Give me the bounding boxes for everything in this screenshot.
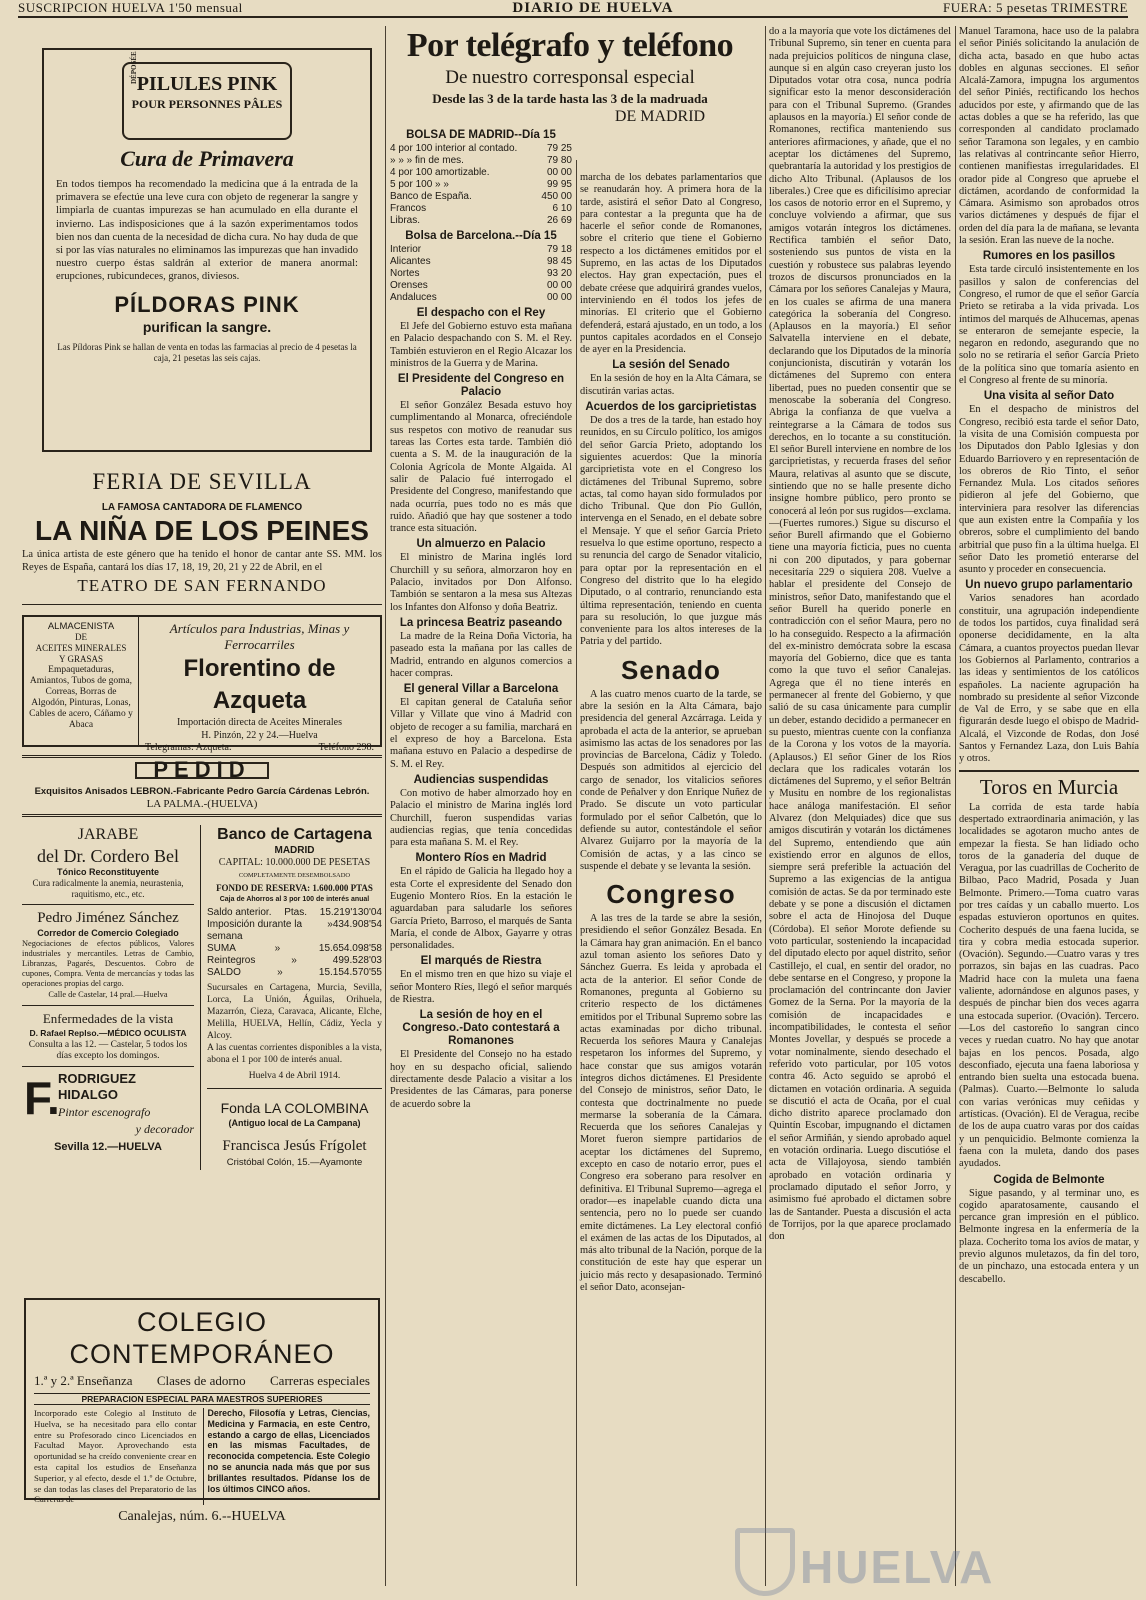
azqueta-import: Importación directa de Aceites Minerales xyxy=(177,717,342,729)
telegrafo-sub2: Desde las 3 de la tarde hasta las 3 de la madruada xyxy=(432,91,708,106)
feria-artist-name: LA NIÑA DE LOS PEINES xyxy=(35,515,369,547)
bolsa-madrid-label: 5 por 100 » » xyxy=(390,179,449,190)
colegio-left: Incorporado este Colegio al Instituto de Huelva, se ha necesitado para ello contar entre su Profesorado cinco Licenciados en Facultad Mayor. Aprovechando esta oportunidad se ha creído conveniente crear en esta capital los estudios de Enseñanza Superior, y al efecto, desde el 1.º de Octubre, se dan todas las clases del Preparatorio de las Carreras de xyxy=(34,1408,197,1505)
bolsa-madrid-heading: BOLSA DE MADRID--Día 15 xyxy=(406,129,556,141)
vista-doctor: D. Rafael Replso.—MÉDICO OCULISTA xyxy=(29,1028,187,1039)
news-section-heading: Una visita al señor Dato xyxy=(983,390,1115,403)
feria-venue: TEATRO DE SAN FERNANDO xyxy=(77,576,327,596)
colegio-body xyxy=(34,1408,370,1505)
feria-ad xyxy=(22,462,382,605)
bolsa-barcelona-label: Andaluces xyxy=(390,292,437,303)
banco-row xyxy=(207,955,382,967)
pedro-address: Calle de Castelar, 14 pral.—Huelva xyxy=(48,990,168,1000)
azqueta-address: H. Pinzón, 22 y 24.—Huelva xyxy=(201,729,318,741)
bolsa-madrid-label: 4 por 100 amortizable. xyxy=(390,167,490,178)
bolsa-madrid-value: 26 69 xyxy=(546,215,572,226)
bolsa-barcelona-row xyxy=(390,244,572,256)
news-section-heading: El despacho con el Rey xyxy=(416,307,546,319)
news-section-heading: Audiencias suspendidas xyxy=(413,773,549,786)
azqueta-ad xyxy=(22,615,382,753)
masthead xyxy=(18,0,1128,18)
news-section-text: El ministro de Marina inglés lord Churchill y su señora, almorzaron hoy en Palacio, invitados por Don Alfonso. Tambión se sentaron a la mesa sus Altezas los Infantes don Alfonso y doña Beatriz. xyxy=(390,552,572,613)
banco-row xyxy=(207,943,382,955)
cogida-heading: Cogida de Belmonte xyxy=(993,1173,1105,1186)
archive-watermark: HUELVA xyxy=(800,1541,995,1593)
bolsa-madrid-label: Libras. xyxy=(390,215,421,226)
newspaper-title: DIARIO DE HUELVA xyxy=(512,0,674,16)
azqueta-telegrams: Telegramas: Azqueta. xyxy=(145,741,232,753)
pedid-ad xyxy=(22,755,382,817)
news-section-text: La madre de la Reina Doña Victoria, ha paseado esta la mañana por las calles de Madrid, entrando en algunos comercios a hacer compras. xyxy=(390,630,572,679)
pedid-line2: LA PALMA.-(HUELVA) xyxy=(146,797,258,810)
rodriguez-line1: Pintor escenografo xyxy=(58,1104,151,1119)
rodriguez-line2: y decorador xyxy=(135,1121,194,1136)
pink-ad-title: Cura de Primavera xyxy=(120,146,294,171)
bolsa-barcelona-value: 93 20 xyxy=(546,268,572,279)
fonda-ad xyxy=(207,1089,382,1170)
banco-label: SUMA xyxy=(207,942,236,954)
news-section-text: En el despacho de ministros del Congreso, recibió esta tarde el señor Dato, la visita de una Comisión compuesta por los Diputados don Pablo Iglesias y don Eduardo Barriovero y en representación de los obreros de Rio Tinto, el señor Fernandez Mula. Los citados señores pidieron al jefe del Gobierno, que interviniera para resolver las diferencias que aun existen entre la Compañía y los obreros, sobre el cumplimiento del bando arbitrial que puso fin a la última huelga. El señor Dato les prometió enterarse del asunto y proceder en consecuencia. xyxy=(959,404,1139,576)
rodriguez-name: RODRIGUEZ HIDALGO xyxy=(58,1070,136,1102)
telegrafo-city: DE MADRID xyxy=(614,108,706,125)
vista-ad xyxy=(22,1006,194,1066)
pink-pills-ad xyxy=(42,48,372,452)
banco-capital: CAPITAL: 10.000.000 DE PESETAS xyxy=(218,857,371,869)
vista-title: Enfermedades de la vista xyxy=(42,1011,174,1027)
bolsa-madrid-value: 99 95 xyxy=(546,179,572,190)
jarabe-sub: Tónico Reconstituyente xyxy=(56,867,159,878)
news-section-text: Varios senadores han acordado constituir, una agrupación independiente de todos los partidos, cuya finalidad será oponerse decididamente, en la alta Cámara, a cuantos proyectos puedan llevar los Gobiernos al Parlamento, contrarios a las ideas y sentimientos de los católicos españoles. La naciente agrupación ha nombrado su presidente al señor Vizconde de Val de Erro, y se sabe que en ella figurarán desde luego el obispo de Madrid-Alcalá, el Vizconde de Rodas, don José Santos y Fernandez Laza, don Luis Bahía y otros. xyxy=(959,593,1139,765)
banco-value: 434.908'54 xyxy=(332,918,382,930)
azqueta-right xyxy=(139,617,380,753)
news-section-heading: La sesión de hoy en el Congreso.-Dato contestará a Romanones xyxy=(402,1009,560,1048)
rodriguez-address: Sevilla 12.—HUELVA xyxy=(54,1140,162,1153)
c2-sections xyxy=(390,307,572,1111)
pink-ad-brand: PÍLDORAS PINK xyxy=(114,291,300,317)
bolsa-barcelona-row xyxy=(390,292,572,304)
banco-label: SALDO xyxy=(207,966,241,978)
senado-text: A las cuatro menos cuarto de la tarde, se abre la sesión en la Alta Cámara, bajo presidencia del general Azcárraga. Leida y aprobada el acta de la anterior, se aprueban asimismo las actas de los senadores por las provincias de Barcelona, Cádiz y Toledo. Después son admitidos al ejercicio del cargo de senador, los vitalicios señores conde de Peñalver y don Enrique Nuñez de Prado. Se discute un voto particular formulado por el señor Calbetón, que lo defiende su autor, contestándole el señor Alvarez Guijarro por la mayoría de la Comisión de actas, y a las cinco se suspende el debate y se levanta la sesión. xyxy=(580,688,762,872)
bolsa-barcelona-label: Interior xyxy=(390,244,422,255)
jarabe-ad xyxy=(22,825,194,905)
banco-value: 499.528'03 xyxy=(332,954,382,966)
bolsa-barcelona-value: 00 00 xyxy=(546,292,572,303)
banco-symbol: » xyxy=(277,966,283,978)
congreso-text: A las tres de la tarde se abre la sesión, presidiendo el señor González Besada. En la Cámara hay gran animación. En el banco azul toman asiento los señores Dato y Sánchez Guerra. Es leida y aprobada el acta de la anterior. El señor Conde de Romanones, pregunta al Gobierno su criterio respecto de los dictámenes emitidos por el Tribunal Supremo sobre las actas examinadas por dicho tribunal. Recuerda los señores Maura y Canalejas respetaron los informes del Supremo, y hace constar que sus amigos votarán íntegros dichos dictámenes. El Presidente del Consejo de ministros, señor Dato, le contesta que doctrinalmente no puede mermarse la soberanía de la Cámara. Recuerda que los señores Canalejas y Moret fueron siempre partidarios de aceptar los dictámenes del Supremo, excepto en caso de notario error, pues el Congreso era soberano para resolver en definitiva. El Tribunal Supremo—agrega el orador—es inapelable cuando dicta una sentencia, pero no lo puede ser cuando emite dictámenes. La Ley electoral confió el exámen de las actas de los Diputados, al más alto tribunal de la Nación, porque de la constitución de este hay que esperar un juicio más recto y desapasionado. Terminó el señor Dato, aconsejan- xyxy=(580,913,762,1294)
news-column-5 xyxy=(959,26,1139,1598)
pedro-body: Negociaciones de efectos públicos, Valores industriales y mercantiles. Letras de Cambio, Libranzas, Pagarés, Descuentos. Cobro de cupones, Compra. Venta de mercancías y todas las operaciones propias del cargo. xyxy=(22,939,194,989)
column-rule-1 xyxy=(385,26,386,1586)
jarabe-body: Cura radicalmente la anemia, neurastenia, raquitismo, etc., etc. xyxy=(32,878,184,900)
pink-ad-footer: Las Píldoras Pink se hallan de venta en todas las farmacias al precio de 4 pesetas la caja, 21 pesetas las seis cajas. xyxy=(57,341,357,363)
bolsa-barcelona-row xyxy=(390,268,572,280)
news-section-text: El señor González Besada estuvo hoy cumplimentando al Monarca, ofreciéndole sus respetos con motivo de reanudar sus tareas las Cortes esta tarde. También dió cuenta a S. M. de la inauguración de la Colonia Agrícola de Monte Algaida. Al salir de Palacio fué interrogado el Presidente del Congreso, manifestando que nada ocurría, pues todo no es más que ruido. Añadió que hay que sostener a todo trance esta situación. xyxy=(390,400,572,535)
pedro-sub: Corredor de Comercio Colegiado xyxy=(37,928,179,939)
azqueta-de: DE xyxy=(75,632,87,643)
pink-ad-body: En todos tiempos ha recomendado la medicina que á la entrada de la primavera se efectúe una leve cura con objeto de regenerar la sangre y limpiarla de cuantas impurezas se han acumulado en ella durante el invierno. Las indisposiciones que á la sazón experimentamos todos bien nos dan cuenta de la necesidad de dicha cura. No hay duda de que si por las vías naturales no eliminamos las impurezas que han invadido nuestro cuerpo éstas saldrán al exterior de manera anormal: erupciones, rubicundeces, granos, diviesos. xyxy=(56,179,358,283)
news-section-text: El Presidente del Consejo no ha estado hoy en su despacho oficial, saliendo directamente desde Palacio a visitar a los Presidentes de las Cámaras, para ponerse de acuerdo sobre la xyxy=(390,1049,572,1110)
bolsa-madrid-label: Francos xyxy=(390,203,427,214)
news-section-heading: El general Villar a Barcelona xyxy=(403,683,559,696)
banco-row xyxy=(207,907,382,919)
feria-body: La única artista de este género que ha tenido el honor de cantar ante SS. MM. los Reyes de España, cantará los días 17, 18, 19, 20, 21 y 22 de Abril, en el xyxy=(22,549,382,574)
bolsa-barcelona-label: Alicantes xyxy=(390,256,431,267)
colegio-prep: PREPARACION ESPECIAL PARA MAESTROS SUPERIORES xyxy=(34,1393,370,1405)
c3-sections xyxy=(580,359,762,648)
rodriguez-ad xyxy=(22,1067,194,1161)
pink-logo-line2: POUR PERSONNES PÂLES xyxy=(131,97,283,111)
c4-text: do a la mayoría que vote los dictámenes del Tribunal Supremo, sin tener en cuenta para nada prejuicios políticos de ninguna clase, aunque si en algún caso creyeran justo los Diputados votar otra cosa, nunca podría significar esto la menor desconsideración para con el Tribunal Supremo. (Grandes aplausos en la mayoría.) El señor conde de Romanones, rectifica manteniendo sus anteriores afirmaciones, y añade, que el no aceptar los dictámenes del Supremo, quebrantaría la autoridad y los prestigios de dicho Alto Tribunal. (Aplausos de los liberales.) Cree que es dificilísimo apreciar los casos de notorio error en el Supremo, y concluye volviendo a afirmar, que sus amigos votarán íntegros los dictámenes. Rectifica también el señor Dato, sosteniendo sus puntos de vista en la cuestión y robustece sus palabras leyendo trozos de discursos pronunciados en la Cámara por los señores Canalejas y Maura, en los cuales se afirma de una manera categórica la soberanía del Congreso. (Aplausos en la mayoría.) El señor Salvatella interviene en el debate, declarando que los Diputados de la minoría conjuncionista, discutirán y votarán los dictámenes del Supremo con entera libertad, pues no pueden consentir que se menoscabe la soberanía del Congreso. Abriga la confianza de que vuelva a reintegrarse a la Cámara de todos sus derechos, en lo tocante a su constitución. El señor Burell interviene en nombre de los garciprietistas, y recuerda frases del señor Maura, relativas al asunto que se discute, sintiendo que no se halle presente dicho insigne hombre público, pero pronto se conocerá al león por sus rugidos—exclama.—(Fuertes rumores.) Sigue su discurso el señor Burell afirmando que el Gobierno tiene una mayoría ficticia, pues no cuenta ni con 200 diputados, y para gobernar necesitaría 229 o siquiera 208. Vuelve a hablar el presidente del Consejo de ministros, señor Dato, manifestando que el señor Burell ha querido ponerle en contradicción con el señor Maura, pero no lo ha conseguido. Respecto a la afirmación del ex-ministro demócrata sobre la escasa mayoría del Gobierno, dice que es tanta como la que tuvo el señor Canalejas. Agrega que él no tiene interés en permanecer al frente del Gobierno, y que salió de su casa únicamente para cumplir un deber, estando decidido a permanecer en su puesto, mientras cuente con la confianza de la Corona y los votos de la mayoría. (Aplausos.) El señor Giner de los Ríos declara que los radicales votarán los dictámenes del Supremo, y el señor Beltrán y Musitu en nombre de los regionalistas hace análoga manifestación. El señor Alvarez (don Melquiades) dice que sus amigos discutirán y votarán los dictámenes del Supremo, entendiendo que aún existiendo error en algunos de ellos, siempre será preferible la actuación del Supremo a las exigencias de la antigua comisión de actas. Se da por terminado este debate y se pone a discusión el dictamen sobre el acta de Hinojosa del Duque (Córdoba). El señor Morote defiende su voto particular, sosteniendo la incapacidad del diputado electo por aquel distrito, señor Castillejo, el cual, en sentir del orador, no debe sentarse en el Congreso, y propone la proclamación del contrincante don Javier Gomez de la Serna. Por la mayoría de la comisión de incapacidades e incompatibilidades, le contesta el señor Montes Jovellar, y después se procede a votar nominalmente, siendo desechado el referido voto particular, por 105 votos contra 46. Acto seguido se aprobó el dictamen en votación ordinaria. A seguida se discutió el acta de Ocaña, por el cual dicho distrito aparece proclamado don Quintín Escobar, impugnando el dictamen el señor Armiñán, y siendo aprobado aquel en votación ordinaria. Luego discutióse el acta de Villajoyosa, siendo también aprobado en votación ordinaria y proclamado diputado el señor Jorro, y asimismo fué aprobado el dictamen sobre las de Santander. Puesta a discusión el acta de Torrijos, por la que aparece proclamado don xyxy=(769,26,951,1243)
azqueta-almacenista: ALMACENISTA xyxy=(47,621,115,633)
news-section-text: El Jefe del Gobierno estuvo esta mañana en Palacio despachando con S. M. el Rey. También estuvieron en el Regio Alcazar los ministros de la Guerra y de Marina. xyxy=(390,321,572,369)
azqueta-name: Florentino de Azqueta xyxy=(183,655,336,715)
pedro-name: Pedro Jiménez Sánchez xyxy=(37,910,179,927)
banco-symbol: » xyxy=(327,918,333,930)
banco-value: 15.654.098'58 xyxy=(318,942,382,954)
banco-note: A las cuentas corrientes disponibles a la vista, abona el 1 por 100 de interés anual. xyxy=(207,1042,382,1065)
news-section-text: Esta tarde circuló insistentemente en los pasillos y salon de conferencias del Congreso, el rumor de que el señor García Prieto se retiraba a la vida privada. Los íntimos del marqués de Alhucemas, apenas se enteraron de semejante especie, la negaron en redondo, asegurando que no solo no se retiraría el señor García Prieto de la política sino que tomaría asiento en el Congreso al frente de su minoría. xyxy=(959,264,1139,387)
news-section-heading: La princesa Beatriz paseando xyxy=(399,616,563,629)
c5-text: Manuel Taramona, hace uso de la palabra el señor Piniés solicitando la anulación de dicha acta, basado en que hubo actas dobles en algunas secciones. El señor Alcalá-Zamora, impugna los argumentos del señor Piniés, rectificando los hechos aducidos por este, y afirmando que de las actas dobles a que se ha referido, las que corresponden al candidato proclamado señor Taramona son legales, y en cambio las relativas al contrincante señor Hierro, contienen manifiestas irregularidades. El orador pide al Congreso que apruebe el dictámen, acordando de conformidad la Cámara. Asimismo son aprobados otros varios dictámenes y después de fijar el orden del día para la de mañana, se levanta la sesión. Eran las nueve de la noche. xyxy=(959,26,1139,247)
senado-title: Senado xyxy=(621,654,721,685)
bolsa-madrid-row xyxy=(390,191,572,203)
bolsa-madrid-row xyxy=(390,215,572,227)
azqueta-grasas: Y GRASAS xyxy=(59,654,103,665)
news-section-heading: Un nuevo grupo parlamentario xyxy=(965,579,1133,592)
news-section-heading: Rumores en los pasillos xyxy=(982,250,1116,263)
cogida-text: Sigue pasando, y al terminar uno, es cogido aparatosamente, causando el percance gran impresión en el público. Belmonte ingresa en la enfermería de la plaza. Cocherito toma los avíos de matar, y previo algunos muletazos, da fin del toro, de un pinchazo, una estocada entera y un descabello. xyxy=(959,1187,1139,1285)
colegio-option-ensenanza: 1.ª y 2.ª Enseñanza xyxy=(34,1373,133,1388)
azqueta-products: Empaquetaduras, Amiantos, Tubos de goma, Correas, Borras de Algodón, Pinturas, Lonas, Cables de acero, Cáñamo y Abaca xyxy=(29,665,133,731)
banco-date: Huelva 4 de Abril 1914. xyxy=(248,1070,341,1081)
news-section-text: El capitan general de Cataluña señor Villar y Villate que vino á Madrid con objeto de recoger a su familia, marchará en el expreso de hoy a Barcelona. Esta mañana estuvo en Palacio a despedirse de S. M. el Rey. xyxy=(390,697,572,770)
banco-label: Imposición durante la semana xyxy=(207,918,303,942)
ads-grid-right xyxy=(200,825,382,1169)
news-section-heading: El marqués de Riestra xyxy=(420,955,542,968)
bolsa-madrid-value: 6 10 xyxy=(552,203,572,214)
banco-label: Reintegros xyxy=(207,954,256,966)
pedid-line1: Exquisitos Anisados LEBRON.-Fabricante Pedro García Cárdenas Lebrón. xyxy=(34,785,370,797)
banco-symbol: » xyxy=(291,954,297,966)
news-section-text: En el rápido de Galicia ha llegado hoy a esta Corte el expresidente del Senado don Eugenio Montero Ríos. En la estación le aguardaban para saludarle los señores García Prieto, Barroso, el marqués de Santa María, el conde de Albox, Gayarre y otras personalidades. xyxy=(390,866,572,952)
news-section-heading: La sesión del Senado xyxy=(612,359,730,372)
colegio-address: Canalejas, núm. 6.--HUELVA xyxy=(118,1509,286,1525)
bolsa-barcelona-value: 79 18 xyxy=(546,244,572,255)
banco-city: MADRID xyxy=(274,845,315,857)
fonda-sub: (Antiguo local de La Campana) xyxy=(228,1117,361,1128)
news-section-heading: Acuerdos de los garciprietistas xyxy=(585,401,757,414)
news-section-heading: El Presidente del Congreso en Palacio xyxy=(397,373,565,399)
news-section-text: Con motivo de haber almorzado hoy en Palacio el ministro de Marina inglés lord Churchill, fueron suspendidas varias audiencias regias, que tenía concedidas para esta mañana S. M. el Rey. xyxy=(390,787,572,849)
bolsa-madrid-row xyxy=(390,203,572,215)
c3-lead: marcha de los debates parlamentarios que se reanudarán hoy. A primera hora de la tarde, asistirá el señor Dato al Congreso, para contestar a la pregunta que ha de hacerle el señor conde de Romanones, sobre el criterio que tiene el Gobierno respecto a los dictámenes emitidos por el Supremo, en las actas de los Diputados electos. Hay gran expectación, pues el debate créese que adquirirá grandes vuelos, interviniendo en él todos los jefes de minorías. El criterio que el Gobierno defenderá, estará ajustado, en un todo, a los puntos capitales acordados en el Consejo de ayer en la Presidencia. xyxy=(580,172,762,356)
fonda-address: Cristóbal Colón, 15.—Ayamonte xyxy=(226,1157,363,1169)
banco-value: 15.219'130'04 xyxy=(319,906,382,918)
toros-title: Toros en Murcia xyxy=(959,770,1139,802)
colegio-right: Derecho, Filosofía y Letras, Ciencias, Medicina y Farmacia, en este Centro, estando a cargo de ellas, Licenciados en las mismas Facultades, de reconocida competencia. Este Colegio no se anuncia nada más que por sus brillantes resultados. Pídanse los de los últimos CINCO años. xyxy=(203,1408,371,1505)
banco-row xyxy=(207,967,382,979)
fonda-owner: Francisca Jesús Frígolet xyxy=(222,1138,367,1155)
bolsa-barcelona-heading: Bolsa de Barcelona.--Día 15 xyxy=(405,230,557,242)
column-rule-3 xyxy=(765,26,766,1586)
bolsa-madrid-value: 450 00 xyxy=(541,191,572,202)
bolsa-barcelona-value: 00 00 xyxy=(546,280,572,291)
telegrafo-sub: De nuestro corresponsal especial xyxy=(445,67,695,88)
colegio-ad xyxy=(24,1298,380,1525)
azqueta-articles: Artículos para Industrias, Minas y Ferrocarriles xyxy=(169,621,350,653)
bolsa-barcelona-row xyxy=(390,280,572,292)
colegio-option-adorno: Clases de adorno xyxy=(156,1373,246,1388)
azqueta-phone: Teléfono 298. xyxy=(318,741,374,753)
subscription-huelva: SUSCRIPCION HUELVA 1'50 mensual xyxy=(18,0,243,15)
bolsa-barcelona-row xyxy=(390,256,572,268)
banco-value: 15.154.570'55 xyxy=(318,966,382,978)
news-section-text: En el mismo tren en que hizo su viaje el señor Montero Ríes, llegó el señor marqués de Riestra. xyxy=(390,969,572,1006)
news-section-text: En la sesión de hoy en la Alta Cámara, se discutirán varias actas. xyxy=(580,373,762,397)
subscription-outside: FUERA: 5 pesetas TRIMESTRE xyxy=(942,0,1128,15)
telegrafo-title: Por telégrafo y teléfono xyxy=(406,27,734,64)
news-section-heading: Un almuerzo en Palacio xyxy=(416,538,546,551)
colegio-options xyxy=(34,1372,370,1390)
feria-title: FERIA DE SEVILLA xyxy=(92,469,312,494)
jarabe-title: JARABE xyxy=(77,826,139,844)
c5-sections xyxy=(959,250,1139,765)
bolsa-madrid-row xyxy=(390,179,572,191)
feria-kicker: LA FAMOSA CANTADORA DE FLAMENCO xyxy=(101,502,303,513)
banco-title: Banco de Cartagena xyxy=(217,826,372,844)
column-rule-2 xyxy=(576,160,577,1586)
bolsa-barcelona-value: 98 45 xyxy=(546,256,572,267)
bolsa-barcelona-label: Orenses xyxy=(390,280,428,291)
banco-symbol: Ptas. xyxy=(284,906,308,918)
banco-row xyxy=(207,919,382,943)
banco-desem: COMPLETAMENTE DESEMBOLSADO xyxy=(238,871,351,879)
bolsa-madrid-value: 79 25 xyxy=(546,143,572,154)
fonda-title: Fonda LA COLOMBINA xyxy=(220,1099,369,1116)
bolsa-madrid-label: 4 por 100 interior al contado. xyxy=(390,143,518,154)
bolsa-madrid-value: 00 00 xyxy=(546,167,572,178)
banco-symbol: » xyxy=(274,942,281,954)
azqueta-aceites: ACEITES MINERALES xyxy=(35,643,127,654)
bolsa-madrid-table xyxy=(390,143,572,227)
news-column-3 xyxy=(580,172,762,1598)
pink-logo-small: DÉPOSÉE xyxy=(130,51,138,84)
colegio-option-carreras: Carreras especiales xyxy=(270,1373,370,1388)
banco-rows xyxy=(207,907,382,979)
azqueta-left xyxy=(24,617,139,745)
bolsa-barcelona-label: Nortes xyxy=(390,268,420,279)
banco-sucursales: Sucursales en Cartagena, Murcia, Sevilla, Lorca, La Unión, Águilas, Orihuela, Mazarrón, Cieza, Caravaca, Alicante, Elche, Melilla, HUELVA, Hellín, Cádiz, Yecla y Alcoy. xyxy=(207,982,382,1041)
banco-caja: Caja de Ahorros al 3 por 100 de interés anual xyxy=(219,896,370,904)
pink-logo-line1: PILULES PINK xyxy=(136,73,278,95)
news-column-4 xyxy=(769,26,951,1598)
vista-body: Consulta a las 12. — Castelar, 5 todos los días excepto los domingos. xyxy=(28,1039,188,1061)
pedid-title: PEDID xyxy=(135,762,268,778)
bolsa-madrid-row xyxy=(390,167,572,179)
bolsa-madrid-row xyxy=(390,155,572,167)
ads-grid-left xyxy=(22,825,194,1169)
bolsa-madrid-label: Banco de España. xyxy=(390,191,472,202)
pink-pills-logo xyxy=(122,51,292,140)
news-section-heading: Montero Ríos en Madrid xyxy=(415,852,547,865)
news-section-text: De dos a tres de la tarde, han estado hoy reunidos, en su Círculo político, los amigos del señor García Prieto, adoptando los siguientes acuerdos: Que la minoría garciprietista vote en el Congreso los dictámenes del Tribunal Supremo, sobre actas, tal como hayan sido formulados por dicho Tribunal. Que don Pío Gullón, intervenga en el Senado, en el debate sobre el Mensaje. Y que el señor García Prieto resuelva lo que estime oportuno, respecto a su renuncia del cargo de Senador vitalicio, para optar por la representación en el Congreso del distrito que lo ha elegido Diputado, o al contrario, renunciando esta última representación, teniendo en cuenta para su resolución, lo que juzgue más conveniente para los altos intereses de la Patria y del partido. xyxy=(580,415,762,648)
jarabe-doctor: del Dr. Cordero Bel xyxy=(37,846,179,867)
banco-ad xyxy=(207,825,382,1089)
banco-label: Saldo anterior. xyxy=(207,906,272,918)
rodriguez-letter: F. xyxy=(24,1071,60,1124)
colegio-title: COLEGIO CONTEMPORÁNEO xyxy=(69,1307,335,1369)
bolsa-madrid-row xyxy=(390,143,572,155)
banco-fondo: FONDO DE RESERVA: 1.600.000 PTAS xyxy=(216,883,373,894)
toros-text: La corrida de esta tarde había despertado extraordinaria animación, y las localidades se agotaron mucho antes de empezar la fiesta. Se han lidiado ocho toros de la ganadería del duque de Veragua, por las cuadrillas de Cocherito de Bilbao, Paco Madrid, Posada y Juan Belmonte. Primero.—Toma cuatro varas por tres caídas y un caballo muerto. Los espadas estuvieron oportunos en quites. Cocherito después de una faena lucida, se tira y cobra media estocada superior. (Ovación). Segundo.—Cuatro varas y tres porrazos, sin bajas en las cuadras. Paco Madrid hace con la muleta una faena valiente, adornándose en algunos pases, y después de pinchar bien dos veces agarra una estocada superior. (Ovación). Tercero.—Los del castoreño lo sangran cinco veces y ruedan cuatro. No hay que anotar bajas en los pencos. Posada, algo desconfiado, ejecuta una faena laboriosa y entrando bien suelta una estocada buena. (Palmas). Cuarto.—Belmonte lo saluda con varias verónicas muy ceñidas y artísticas. (Ovación). El de Veragua, recibe de los de aupa cuatro varas por dos caídas y un penquicidio. Belmonte comienza la faena con la muleta, dando dos pases ayudados. xyxy=(959,801,1139,1170)
pedro-ad xyxy=(22,905,194,1006)
azqueta-contact xyxy=(145,742,374,754)
congreso-title: Congreso xyxy=(606,879,736,910)
bolsa-barcelona-table xyxy=(390,244,572,304)
column-rule-4 xyxy=(955,26,956,1586)
bolsa-madrid-label: » » » fin de mes. xyxy=(390,155,464,166)
bolsa-madrid-value: 79 80 xyxy=(546,155,572,166)
archive-shield-watermark xyxy=(735,1528,795,1596)
pink-ad-slogan: purifican la sangre. xyxy=(142,318,272,335)
ads-grid xyxy=(22,825,382,1169)
